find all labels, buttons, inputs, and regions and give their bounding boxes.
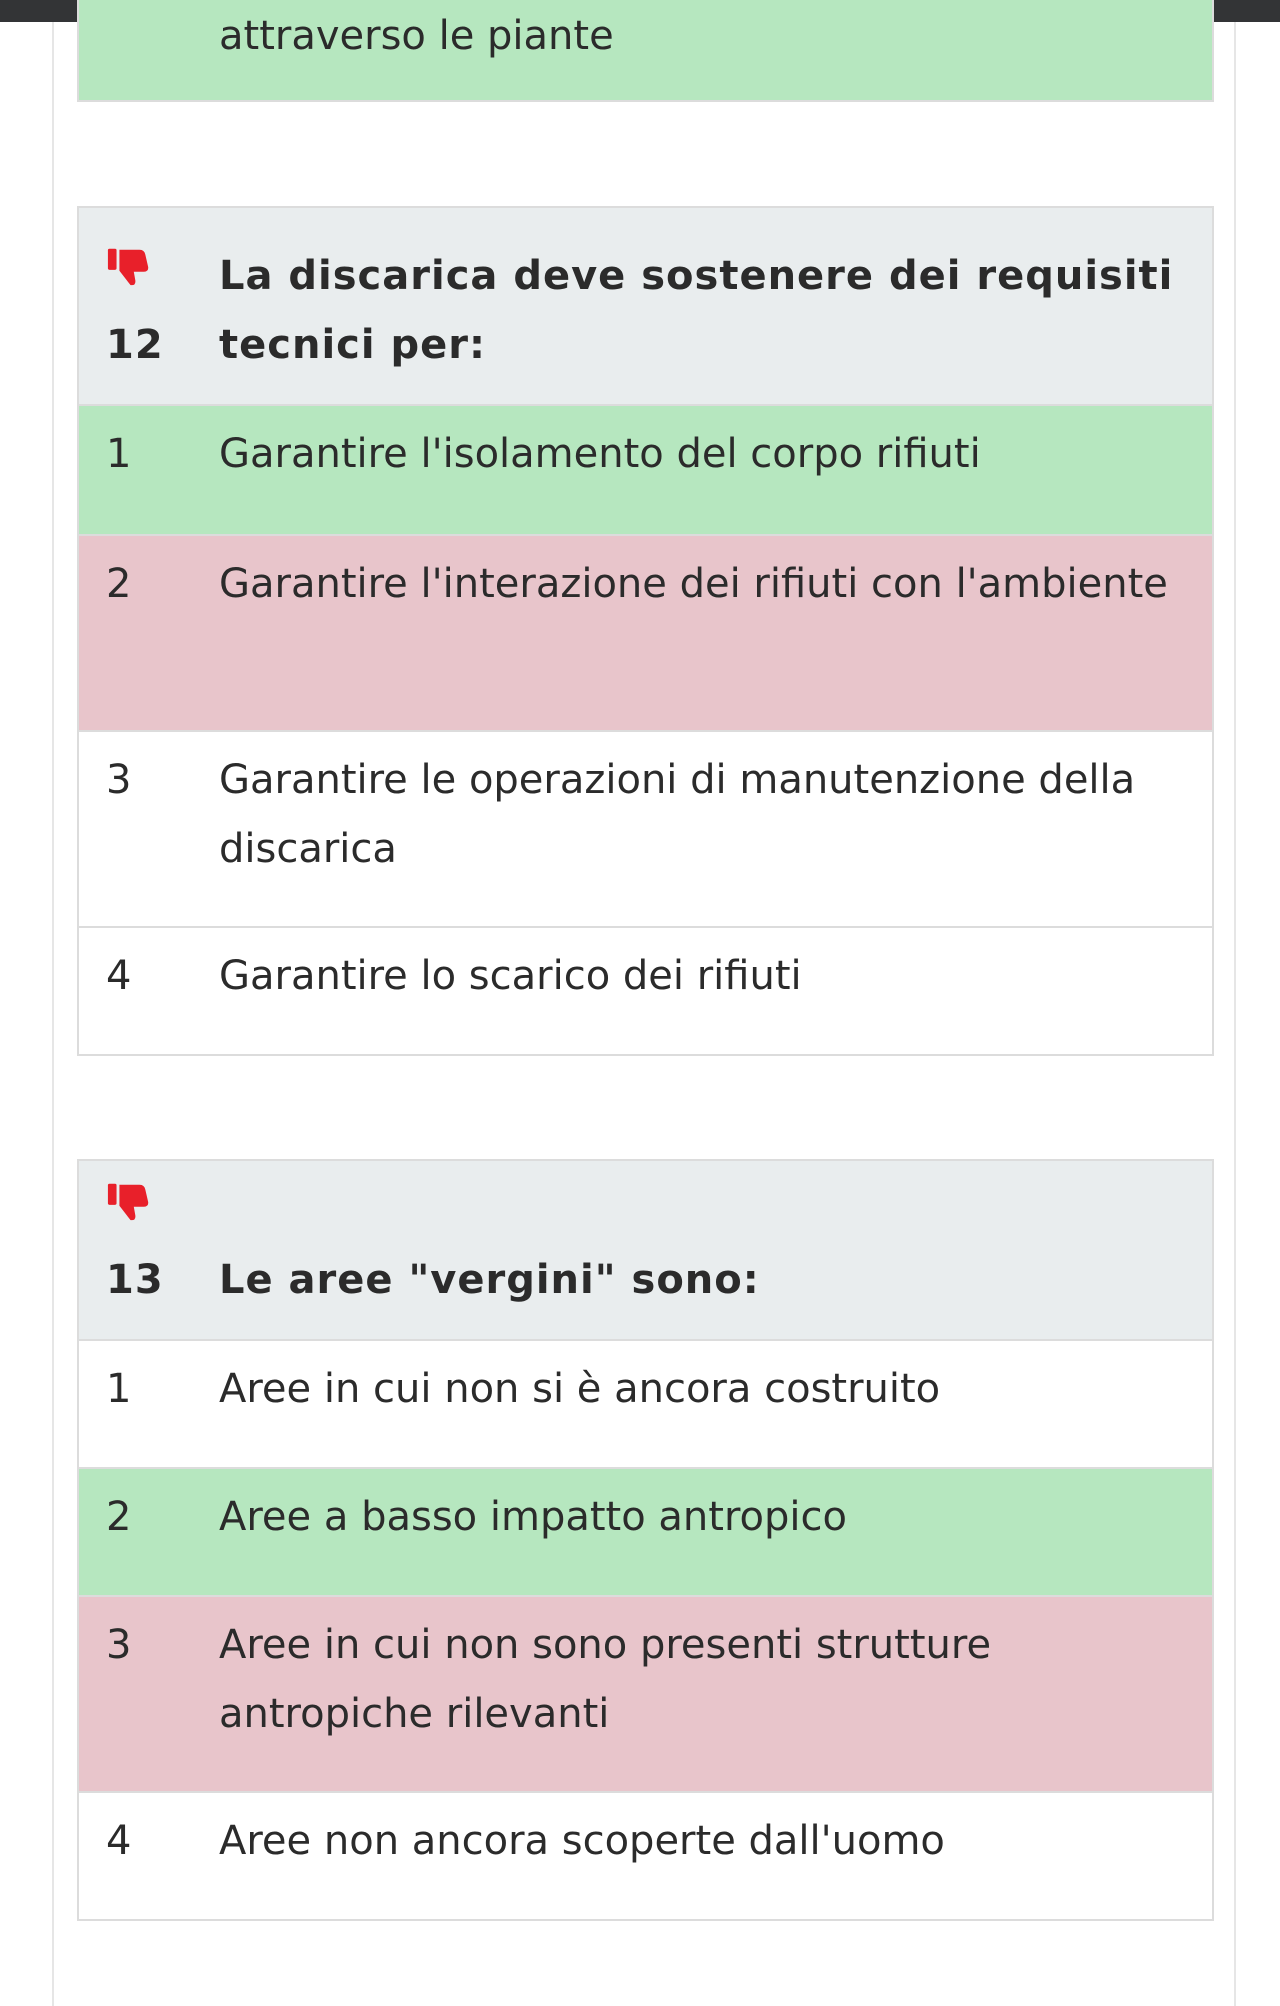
answer-text: Garantire lo scarico dei rifiuti: [219, 953, 802, 999]
question-number-text: 13: [106, 1257, 164, 1303]
answer-text: Garantire l'interazione dei rifiuti con l'ambiente: [219, 561, 1168, 607]
answer-number: 4: [106, 1818, 132, 1864]
thumbs-down-icon: [106, 243, 152, 289]
answer-number: 3: [106, 757, 132, 803]
answer-row[interactable]: [79, 1339, 1212, 1467]
previous-question-card: [77, 0, 1214, 102]
answer-number: 3: [106, 1622, 132, 1668]
thumbs-down-icon: [106, 1178, 152, 1224]
answer-number: 1: [106, 431, 132, 477]
answer-row[interactable]: [79, 1791, 1212, 1919]
answer-number: 2: [106, 561, 132, 607]
answer-row[interactable]: [79, 1595, 1212, 1791]
answer-text: Aree non ancora scoperte dall'uomo: [219, 1818, 945, 1864]
question-text: Le aree "vergini" sono:: [219, 1257, 760, 1303]
question-number: [79, 1246, 219, 1315]
answer-number: 1: [106, 1366, 132, 1412]
answer-text: Aree a basso impatto antropico: [219, 1494, 847, 1540]
question-text: La discarica deve sostenere dei requisiti tecnici per:: [219, 253, 1174, 368]
answer-text: Garantire le operazioni di manutenzione della discarica: [219, 757, 1136, 872]
question-card-13: [77, 1159, 1214, 1921]
question-number-text: 12: [106, 322, 164, 368]
answer-text: Aree in cui non si è ancora costruito: [219, 1366, 941, 1412]
question-card-12: [77, 206, 1214, 1056]
answer-number: 4: [106, 953, 132, 999]
answer-row[interactable]: [79, 404, 1212, 534]
answer-row[interactable]: [79, 730, 1212, 926]
answer-row[interactable]: [79, 1467, 1212, 1595]
question-header: [79, 208, 1212, 404]
answer-text: Aree in cui non sono presenti strutture antropiche rilevanti: [219, 1622, 992, 1737]
question-header: [79, 1161, 1212, 1339]
answer-text: attraverso le piante: [219, 13, 614, 59]
answer-row[interactable]: [79, 534, 1212, 730]
answer-row[interactable]: [79, 926, 1212, 1054]
answer-text: Garantire l'isolamento del corpo rifiuti: [219, 431, 981, 477]
answer-number: 2: [106, 1494, 132, 1540]
answer-row[interactable]: [79, 0, 1212, 100]
question-number: [79, 311, 219, 380]
